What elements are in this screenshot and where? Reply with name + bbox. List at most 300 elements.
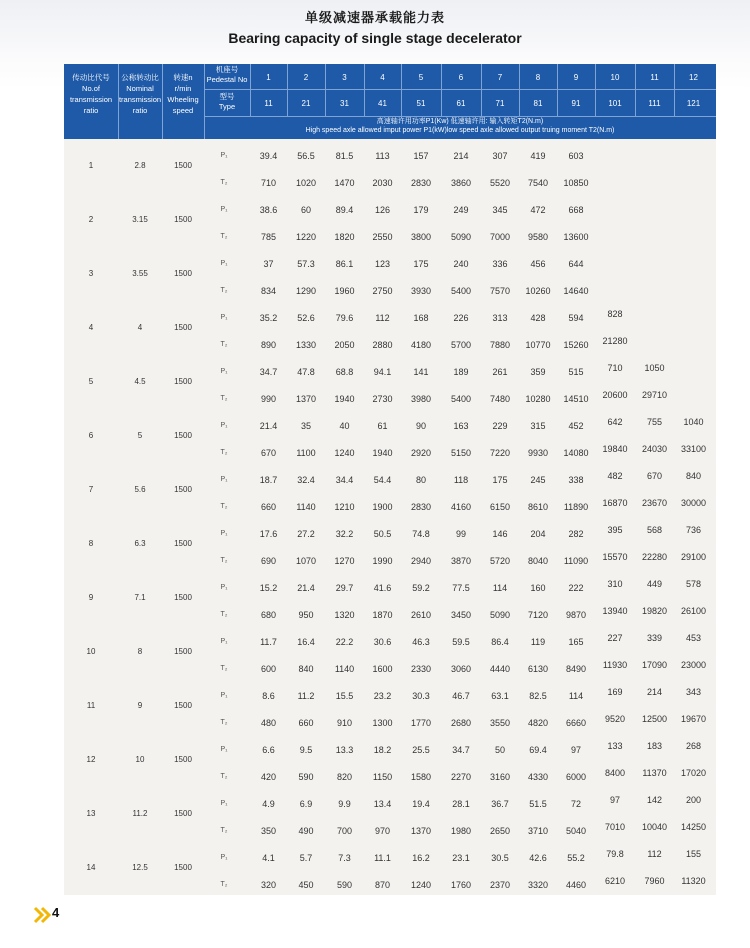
t2-value: 7220	[489, 448, 511, 458]
ratio-code: 10	[86, 647, 96, 656]
t2-value: 3870	[450, 556, 472, 566]
p1-value: 5.7	[299, 853, 313, 863]
p1-value: 165	[568, 637, 584, 647]
header-speed-line: speed	[172, 106, 194, 115]
ratio-code: 1	[88, 161, 94, 170]
t2-label: T₂	[220, 179, 228, 186]
t2-value: 2030	[372, 178, 393, 188]
t2-value: 26100	[680, 606, 707, 616]
t2-value: 3450	[450, 610, 472, 620]
t2-value: 11890	[563, 502, 589, 512]
p1-value: 568	[646, 525, 663, 535]
t2-value: 2270	[450, 772, 472, 782]
ratio-code: 6	[88, 431, 94, 440]
p1-value: 94.1	[373, 367, 392, 377]
t2-value: 1370	[295, 394, 317, 404]
t2-value: 1320	[334, 610, 355, 620]
p1-value: 142	[646, 795, 663, 805]
wheeling-speed: 1500	[174, 485, 192, 494]
t2-value: 5400	[450, 286, 472, 296]
title-english: Bearing capacity of single stage decelerator	[228, 30, 522, 46]
t2-value: 5720	[489, 556, 511, 566]
t2-value: 2680	[450, 718, 472, 728]
t2-value: 8400	[604, 768, 626, 778]
p1-value: 157	[413, 151, 429, 161]
p1-value: 736	[685, 525, 702, 535]
p1-value: 133	[607, 741, 623, 751]
p1-value: 72	[570, 799, 581, 809]
t2-value: 3800	[410, 232, 432, 242]
pedestal-number: 9	[573, 73, 579, 82]
wheeling-speed: 1500	[174, 323, 192, 332]
t2-value: 1270	[334, 556, 355, 566]
p1-value: 240	[453, 259, 469, 269]
p1-value: 282	[568, 529, 584, 539]
t2-value: 10280	[525, 394, 551, 404]
header-nominal-ratio-line: Nominal	[126, 84, 154, 93]
p1-label: P₁	[220, 530, 228, 537]
wheeling-speed: 1500	[174, 539, 192, 548]
header-divider	[481, 64, 482, 116]
p1-label: P₁	[220, 638, 228, 645]
pedestal-number: 1	[266, 73, 271, 82]
header-divider	[595, 64, 596, 116]
pedestal-label-line: 机座号	[215, 65, 239, 74]
p1-value: 229	[492, 421, 508, 431]
wheeling-speed: 1500	[174, 161, 192, 170]
pedestal-number: 4	[380, 73, 385, 82]
t2-label: T₂	[220, 557, 228, 564]
t2-value: 13600	[563, 232, 589, 242]
nominal-ratio: 4.5	[134, 377, 146, 386]
ratio-code: 3	[88, 269, 94, 278]
header-rule	[204, 116, 716, 117]
t2-value: 834	[260, 286, 277, 296]
p1-value: 339	[646, 633, 663, 643]
p1-value: 670	[646, 471, 663, 481]
type-number: 21	[301, 99, 311, 108]
t2-value: 4160	[450, 502, 472, 512]
header-ratio-code	[64, 72, 118, 116]
ratio-code: 2	[88, 215, 94, 224]
t2-value: 14080	[563, 448, 589, 458]
t2-label: T₂	[220, 503, 228, 510]
title-chinese: 单级减速器承载能力表	[304, 11, 445, 26]
p1-value: 603	[568, 151, 584, 161]
t2-value: 8610	[527, 502, 549, 512]
p1-value: 52.6	[297, 313, 315, 323]
t2-value: 10850	[563, 178, 589, 188]
t2-value: 4330	[527, 772, 549, 782]
t2-value: 29100	[680, 552, 707, 562]
p1-value: 452	[568, 421, 584, 431]
t2-value: 7880	[489, 340, 511, 350]
t2-value: 3060	[450, 664, 472, 674]
p1-value: 119	[530, 637, 546, 647]
p1-value: 79.6	[335, 313, 354, 323]
p1-value: 315	[530, 421, 546, 431]
p1-value: 4.9	[262, 799, 275, 809]
t2-value: 20600	[602, 390, 628, 400]
t2-value: 1990	[372, 556, 393, 566]
p1-value: 55.2	[567, 853, 585, 863]
t2-value: 1020	[295, 178, 317, 188]
p1-value: 118	[453, 475, 469, 485]
t2-value: 6130	[527, 664, 549, 674]
p1-value: 18.7	[259, 475, 278, 485]
t2-value: 1070	[295, 556, 317, 566]
header-divider	[674, 64, 675, 116]
p1-value: 214	[453, 151, 469, 161]
ratio-code: 4	[88, 323, 94, 332]
ratio-code: 12	[86, 755, 96, 764]
p1-value: 668	[568, 205, 584, 215]
p1-label: P₁	[220, 746, 228, 753]
header-pedestal-label	[204, 65, 250, 85]
p1-value: 7.3	[338, 853, 351, 863]
nominal-ratio: 7.1	[134, 593, 146, 602]
t2-value: 29710	[641, 390, 668, 400]
t2-value: 6150	[489, 502, 511, 512]
ratio-code: 8	[88, 539, 94, 548]
p1-value: 42.6	[529, 853, 547, 863]
t2-value: 33100	[680, 444, 707, 454]
type-number: 111	[648, 99, 661, 108]
ratio-code: 9	[88, 593, 94, 602]
t2-value: 2550	[372, 232, 393, 242]
t2-value: 2880	[372, 340, 393, 350]
p1-value: 163	[453, 421, 469, 431]
t2-value: 9870	[565, 610, 587, 620]
nominal-ratio: 2.8	[134, 161, 146, 170]
t2-value: 9580	[527, 232, 549, 242]
nominal-ratio: 5	[137, 431, 143, 440]
p1-value: 175	[492, 475, 508, 485]
p1-value: 56.5	[297, 151, 315, 161]
t2-value: 2750	[372, 286, 393, 296]
t2-value: 1470	[334, 178, 355, 188]
p1-value: 123	[374, 259, 391, 269]
wheeling-speed: 1500	[174, 863, 192, 872]
p1-value: 755	[646, 417, 663, 427]
p1-label: P₁	[220, 584, 228, 591]
p1-value: 419	[530, 151, 546, 161]
p1-value: 32.2	[335, 529, 354, 539]
p1-value: 160	[530, 583, 546, 593]
p1-value: 17.6	[259, 529, 278, 539]
header-nominal-ratio-line: transmission	[118, 95, 162, 104]
t2-value: 420	[260, 772, 277, 782]
p1-value: 343	[685, 687, 702, 697]
t2-value: 5520	[489, 178, 511, 188]
p1-value: 840	[685, 471, 702, 481]
p1-value: 21.4	[297, 583, 315, 593]
t2-value: 2050	[334, 340, 355, 350]
ratio-code: 5	[88, 377, 94, 386]
header-divider	[287, 64, 288, 116]
header-divider	[162, 64, 163, 139]
p1-value: 222	[568, 583, 584, 593]
p1-value: 642	[607, 417, 623, 427]
t2-value: 870	[374, 880, 391, 890]
pedestal-number: 12	[689, 73, 698, 82]
t2-value: 950	[298, 610, 314, 620]
t2-value: 3980	[410, 394, 432, 404]
header-divider	[519, 64, 520, 116]
t2-value: 680	[260, 610, 277, 620]
p1-value: 200	[685, 795, 702, 805]
p1-value: 261	[492, 367, 508, 377]
nominal-ratio: 11.2	[132, 809, 148, 818]
t2-value: 17090	[641, 660, 668, 670]
p1-value: 515	[568, 367, 584, 377]
p1-value: 179	[413, 205, 429, 215]
t2-value: 8490	[565, 664, 587, 674]
p1-value: 126	[374, 205, 391, 215]
p1-value: 6.6	[262, 745, 275, 755]
type-label-line: 型号	[219, 92, 235, 101]
p1-value: 168	[413, 313, 429, 323]
wheeling-speed: 1500	[174, 809, 192, 818]
t2-value: 1870	[372, 610, 393, 620]
wheeling-speed: 1500	[174, 215, 192, 224]
p1-value: 307	[492, 151, 508, 161]
p1-value: 482	[607, 471, 623, 481]
p1-value: 13.3	[335, 745, 354, 755]
p1-label: P₁	[220, 260, 228, 267]
p1-value: 22.2	[335, 637, 354, 647]
t2-value: 5700	[450, 340, 472, 350]
p1-value: 29.7	[335, 583, 354, 593]
t2-value: 9520	[604, 714, 626, 724]
p1-value: 19.4	[412, 799, 430, 809]
t2-label: T₂	[220, 341, 228, 348]
t2-value: 10260	[525, 286, 551, 296]
p1-value: 189	[453, 367, 469, 377]
t2-value: 24030	[641, 444, 668, 454]
header-ratio-code-line: 传动比代号	[72, 73, 110, 82]
t2-value: 16870	[602, 498, 628, 508]
pedestal-label-line: Pedestal No	[206, 75, 248, 84]
p1-value: 214	[646, 687, 663, 697]
t2-value: 9930	[527, 448, 549, 458]
p1-value: 146	[492, 529, 508, 539]
header-ratio-code-line: transmission	[69, 95, 113, 104]
p1-value: 472	[530, 205, 546, 215]
header-ratio-code-line: No.of	[82, 84, 100, 93]
t2-label: T₂	[220, 287, 228, 294]
t2-label: T₂	[220, 395, 228, 402]
wheeling-speed: 1500	[174, 701, 192, 710]
p1-value: 50	[494, 745, 505, 755]
ratio-code: 14	[86, 863, 96, 872]
p1-value: 37	[263, 259, 274, 269]
p1-value: 34.7	[452, 745, 470, 755]
t2-value: 2730	[372, 394, 393, 404]
t2-value: 1330	[295, 340, 317, 350]
p1-value: 69.4	[529, 745, 547, 755]
t2-value: 690	[260, 556, 277, 566]
t2-value: 2830	[410, 502, 432, 512]
p1-value: 97	[570, 745, 581, 755]
p1-value: 27.2	[297, 529, 315, 539]
p1-value: 59.5	[452, 637, 470, 647]
p1-value: 23.2	[373, 691, 392, 701]
t2-value: 3710	[527, 826, 549, 836]
t2-value: 710	[260, 178, 277, 188]
p1-value: 8.6	[262, 691, 275, 701]
t2-value: 970	[374, 826, 391, 836]
t2-value: 8040	[527, 556, 549, 566]
p1-value: 175	[413, 259, 429, 269]
t2-value: 7010	[604, 822, 626, 832]
t2-value: 600	[260, 664, 277, 674]
p1-value: 63.1	[491, 691, 509, 701]
t2-value: 1220	[295, 232, 317, 242]
t2-value: 2650	[489, 826, 511, 836]
t2-value: 3550	[489, 718, 511, 728]
p1-value: 86.1	[335, 259, 354, 269]
p1-value: 112	[647, 849, 662, 859]
p1-value: 644	[568, 259, 584, 269]
p1-value: 313	[492, 313, 508, 323]
t2-value: 1580	[410, 772, 432, 782]
type-number: 91	[571, 99, 581, 108]
t2-value: 3320	[527, 880, 549, 890]
t2-value: 450	[298, 880, 314, 890]
p1-value: 268	[685, 741, 702, 751]
p1-value: 41.6	[373, 583, 392, 593]
t2-value: 2940	[410, 556, 432, 566]
type-number: 51	[416, 99, 426, 108]
p1-label: P₁	[220, 476, 228, 483]
p1-label: P₁	[220, 692, 228, 699]
p1-value: 4.1	[262, 853, 275, 863]
p1-value: 11.7	[260, 637, 277, 647]
p1-value: 453	[685, 633, 702, 643]
p1-label: P₁	[220, 152, 228, 159]
nominal-ratio: 5.6	[134, 485, 146, 494]
t2-value: 990	[260, 394, 277, 404]
wheeling-speed: 1500	[174, 377, 192, 386]
t2-value: 11090	[563, 556, 589, 566]
t2-label: T₂	[220, 233, 228, 240]
t2-value: 2330	[410, 664, 432, 674]
t2-value: 840	[298, 664, 314, 674]
p1-value: 81.5	[335, 151, 354, 161]
t2-value: 1240	[334, 448, 355, 458]
nominal-ratio: 3.15	[132, 215, 148, 224]
t2-value: 3860	[450, 178, 472, 188]
wheeling-speed: 1500	[174, 755, 192, 764]
t2-value: 660	[260, 502, 277, 512]
p1-value: 15.5	[335, 691, 354, 701]
header-divider	[557, 64, 558, 116]
t2-value: 1960	[334, 286, 355, 296]
t2-value: 11930	[602, 660, 628, 670]
t2-value: 820	[336, 772, 353, 782]
p1-label: P₁	[220, 800, 228, 807]
t2-value: 30000	[680, 498, 707, 508]
header-type-label	[204, 92, 250, 112]
p1-value: 51.5	[529, 799, 547, 809]
p1-value: 1040	[683, 417, 704, 427]
p1-value: 25.5	[412, 745, 430, 755]
p1-value: 80	[415, 475, 426, 485]
p1-label: P₁	[220, 422, 228, 429]
p1-value: 68.8	[335, 367, 354, 377]
p1-value: 79.8	[606, 849, 624, 859]
wheeling-speed: 1500	[174, 431, 192, 440]
wheeling-speed: 1500	[174, 593, 192, 602]
p1-value: 336	[492, 259, 508, 269]
header-divider	[401, 64, 402, 116]
p1-value: 77.5	[452, 583, 470, 593]
t2-value: 910	[336, 718, 353, 728]
t2-label: T₂	[220, 827, 228, 834]
t2-value: 7570	[489, 286, 511, 296]
t2-value: 490	[298, 826, 314, 836]
t2-value: 1210	[334, 502, 355, 512]
header-divider	[118, 64, 119, 139]
type-number: 101	[608, 99, 622, 108]
p1-value: 359	[530, 367, 546, 377]
header-speed-line: r/min	[174, 84, 192, 93]
t2-value: 350	[260, 826, 277, 836]
p1-value: 183	[646, 741, 663, 751]
wheeling-speed: 1500	[174, 269, 192, 278]
t2-value: 4820	[527, 718, 549, 728]
wheeling-speed: 1500	[174, 647, 192, 656]
pedestal-number: 7	[497, 73, 503, 82]
p1-value: 18.2	[373, 745, 392, 755]
p1-label: P₁	[220, 206, 228, 213]
p1-value: 245	[530, 475, 546, 485]
t2-value: 5040	[565, 826, 587, 836]
t2-value: 6000	[565, 772, 587, 782]
ratio-code: 7	[88, 485, 94, 494]
p1-value: 46.7	[452, 691, 470, 701]
t2-value: 2370	[489, 880, 511, 890]
type-number: 71	[495, 99, 505, 108]
p1-value: 50.5	[373, 529, 392, 539]
t2-value: 21280	[602, 336, 628, 346]
t2-label: T₂	[220, 665, 228, 672]
t2-value: 15570	[602, 552, 628, 562]
t2-value: 3160	[489, 772, 511, 782]
t2-value: 1100	[296, 448, 316, 458]
p1-value: 395	[607, 525, 623, 535]
p1-value: 90	[415, 421, 426, 431]
pedestal-number: 8	[535, 73, 541, 82]
p1-value: 204	[530, 529, 546, 539]
t2-value: 23670	[641, 498, 668, 508]
t2-value: 785	[260, 232, 277, 242]
p1-value: 23.1	[452, 853, 470, 863]
power-note-cn: 高速轴许用功率P1(Kw) 低速轴许用: 输入转矩T2(N.m)	[376, 118, 544, 125]
p1-value: 16.2	[412, 853, 430, 863]
nominal-ratio: 8	[137, 647, 143, 656]
t2-value: 1770	[410, 718, 432, 728]
p1-value: 114	[568, 691, 584, 701]
t2-value: 4180	[410, 340, 432, 350]
nominal-ratio: 4	[137, 323, 143, 332]
type-number: 61	[456, 99, 466, 108]
pedestal-number: 11	[650, 73, 659, 82]
t2-value: 13940	[602, 606, 628, 616]
nominal-ratio: 6.3	[134, 539, 146, 548]
p1-value: 35	[300, 421, 311, 431]
